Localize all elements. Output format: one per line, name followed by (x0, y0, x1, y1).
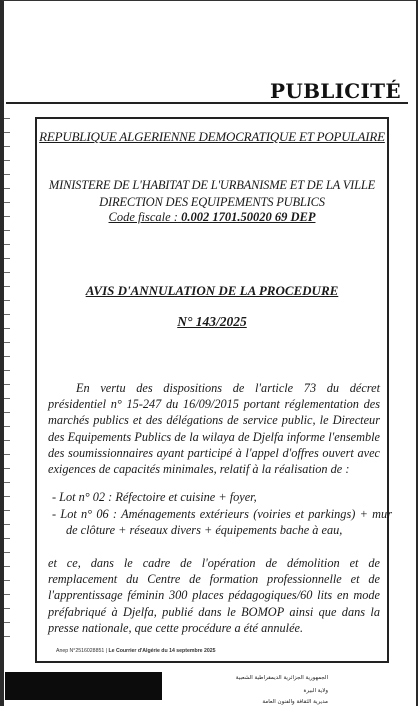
next-notice-line-3: مديرية الثقافة والفنون العامة (262, 699, 328, 705)
next-notice-line-1: الجمهورية الجزائرية الديمقراطية الشعبية (235, 675, 328, 681)
ministry-line: MINISTERE DE L'HABITAT DE L'URBANISME ET DE LA VILLE (48, 178, 376, 192)
section-header: PUBLICITÉ (270, 79, 401, 103)
binding-margin (4, 118, 10, 638)
republic-heading: REPUBLIQUE ALGERIENNE DEMOCRATIQUE ET POPULAIRE (39, 129, 385, 144)
fiscal-code (37, 210, 387, 225)
publication-source: Le Courrier d'Algérie du 14 septembre 2025 (108, 648, 216, 654)
notice-paragraph-2: et ce, dans le cadre de l'opération de démolition et de remplacement du Centre de formation professionnelle et de l'apprentissage féminin 300 places pédagogiques/60 lits en mode préfabriqué à Djelfa, publié dans le BOMOP ainsi que dans la presse nationale, que cette procédure a été annulée. (48, 556, 380, 635)
header-rule (6, 102, 408, 104)
notice-title: AVIS D'ANNULATION DE LA PROCEDURE (85, 283, 339, 298)
notice-paragraph-1: En vertu des dispositions de l'article 73 du décret présidentiel n° 15-247 du 16/09/2015 portant réglementation des marchés publics et des délégations de service public, le Directeur des Equipements Publics de la wilaya de Djelfa informe l'ensemble des soumissionnaires ayant participé à l'appel d'offres ouvert avec exigences de capacités minimales, relatif à la réalisation de : (48, 381, 380, 477)
lot-item-02: - Lot n° 02 : Réfectoire et cuisine + foyer, (52, 490, 257, 504)
publication-reference: Anep N°2516028851 | Le Courrier d'Algérie du 14 septembre 2025 (56, 648, 216, 654)
direction-line: DIRECTION DES EQUIPEMENTS PUBLICS (99, 195, 325, 209)
fiscal-code-value: 0.002 1701.50020 69 DEP (181, 210, 316, 224)
next-notice-line-2: ولاية البيرة (303, 688, 328, 694)
fiscal-code-label: Code fiscale : (108, 210, 178, 224)
lot-item-06: - Lot n° 06 : Aménagements extérieurs (voiries et parkings) + mur de clôture + réseaux divers + équipements bache à eau, (52, 507, 392, 538)
redacted-block (5, 672, 162, 700)
notice-number: N° 143/2025 (177, 314, 247, 329)
anep-number: Anep N°2516028851 (56, 648, 105, 654)
